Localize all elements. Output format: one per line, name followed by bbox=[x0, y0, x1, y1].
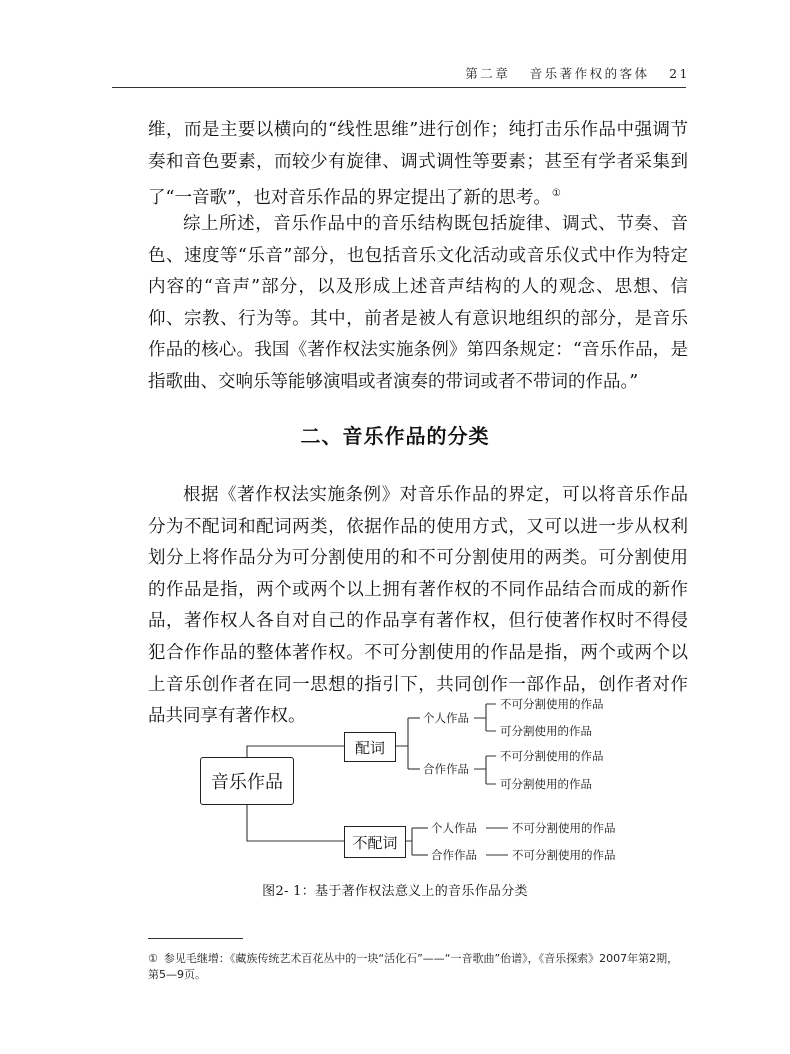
diagram-branch-without-lyrics: 不配词 bbox=[344, 826, 406, 858]
footnote-text: 参见毛继增：《藏族传统艺术百花丛中的一块“活化石”——“一音歌曲”佁谱》，《音乐探索》2007年第2期，第5—9页。 bbox=[148, 952, 679, 981]
diagram-b2-s2-inseparable: 不可分割使用的作品 bbox=[512, 848, 616, 862]
footnote-marker: ① bbox=[148, 952, 158, 965]
footnote-rule bbox=[148, 938, 243, 939]
paragraph-3: 根据《著作权法实施条例》对音乐作品的界定，可以将音乐作品分为不配词和配词两类，依据作品的使用方式，又可以进一步从权利划分上将作品分为可分割使用的和不可分割使用的两类。可分割使用的作品是指，两个或两个以上拥有著作权的不同作品结合而成的新作品，著作权人各自对自己的作品享有著作权，但行使著作权时不得侵犯合作作品的整体著作权。不可分割使用的作品是指，两个或两个以上音乐创作者在同一思想的指引下，共同创作一部作品，创作者对作品共同享有著作权。 bbox=[148, 485, 688, 727]
diagram-b1-s1-separable: 可分割使用的作品 bbox=[500, 724, 592, 738]
diagram-b1-individual-work: 个人作品 bbox=[423, 711, 469, 725]
diagram-b1-s2-inseparable: 不可分割使用的作品 bbox=[500, 749, 604, 763]
chapter-title: 音乐著作权的客体 bbox=[529, 66, 650, 81]
page-number: 21 bbox=[669, 66, 690, 81]
connector-sub2-leaves bbox=[474, 756, 496, 784]
diagram-b1-s2-separable: 可分割使用的作品 bbox=[500, 777, 592, 791]
diagram-b1-s1-inseparable: 不可分割使用的作品 bbox=[500, 697, 604, 711]
connector-root-branch2 bbox=[247, 803, 344, 841]
section-heading: 二、音乐作品的分类 bbox=[300, 424, 490, 448]
footnote bbox=[148, 951, 688, 983]
connector-branch1-subs bbox=[394, 718, 408, 769]
diagram-branch-with-lyrics: 配词 bbox=[344, 732, 396, 762]
footnote-reference[interactable]: ① bbox=[551, 188, 561, 200]
connector-sub1-leaves bbox=[474, 704, 496, 731]
diagram-b2-joint-work: 合作作品 bbox=[431, 848, 477, 862]
paragraph-2: 综上所述，音乐作品中的音乐结构既包括旋律、调式、节奏、音色、速度等“乐音”部分，也包括音乐文化活动或音乐仪式中作为特定内容的“音声”部分，以及形成上述音声结构的人的观念、思想、信仰、宗教、行为等。其中，前者是被人有意识地组织的部分，是音乐作品的核心。我国《著作权法实施条例》第四条规定：“音乐作品，是指歌曲、交响乐等能够演唱或者演奏的带词或者不带词的作品。” bbox=[148, 214, 688, 392]
diagram-b2-individual-work: 个人作品 bbox=[431, 821, 477, 835]
diagram-b1-joint-work: 合作作品 bbox=[423, 762, 469, 776]
paragraph-1-text: 维，而是主要以横向的“线性思维”进行创作；纯打击乐作品中强调节奏和音色要素，而较少有旋律、调式调性等要素；甚至有学者采集到了“一音歌”，也对音乐作品的界定提出了新的思考。 bbox=[148, 120, 688, 209]
chapter-number: 第二章 bbox=[465, 66, 511, 81]
diagram-b2-s1-inseparable: 不可分割使用的作品 bbox=[512, 821, 616, 835]
connector-root-branch1 bbox=[247, 746, 344, 757]
figure-caption: 图2- 1：基于著作权法意义上的音乐作品分类 bbox=[262, 884, 528, 899]
diagram-root-node: 音乐作品 bbox=[200, 757, 294, 805]
